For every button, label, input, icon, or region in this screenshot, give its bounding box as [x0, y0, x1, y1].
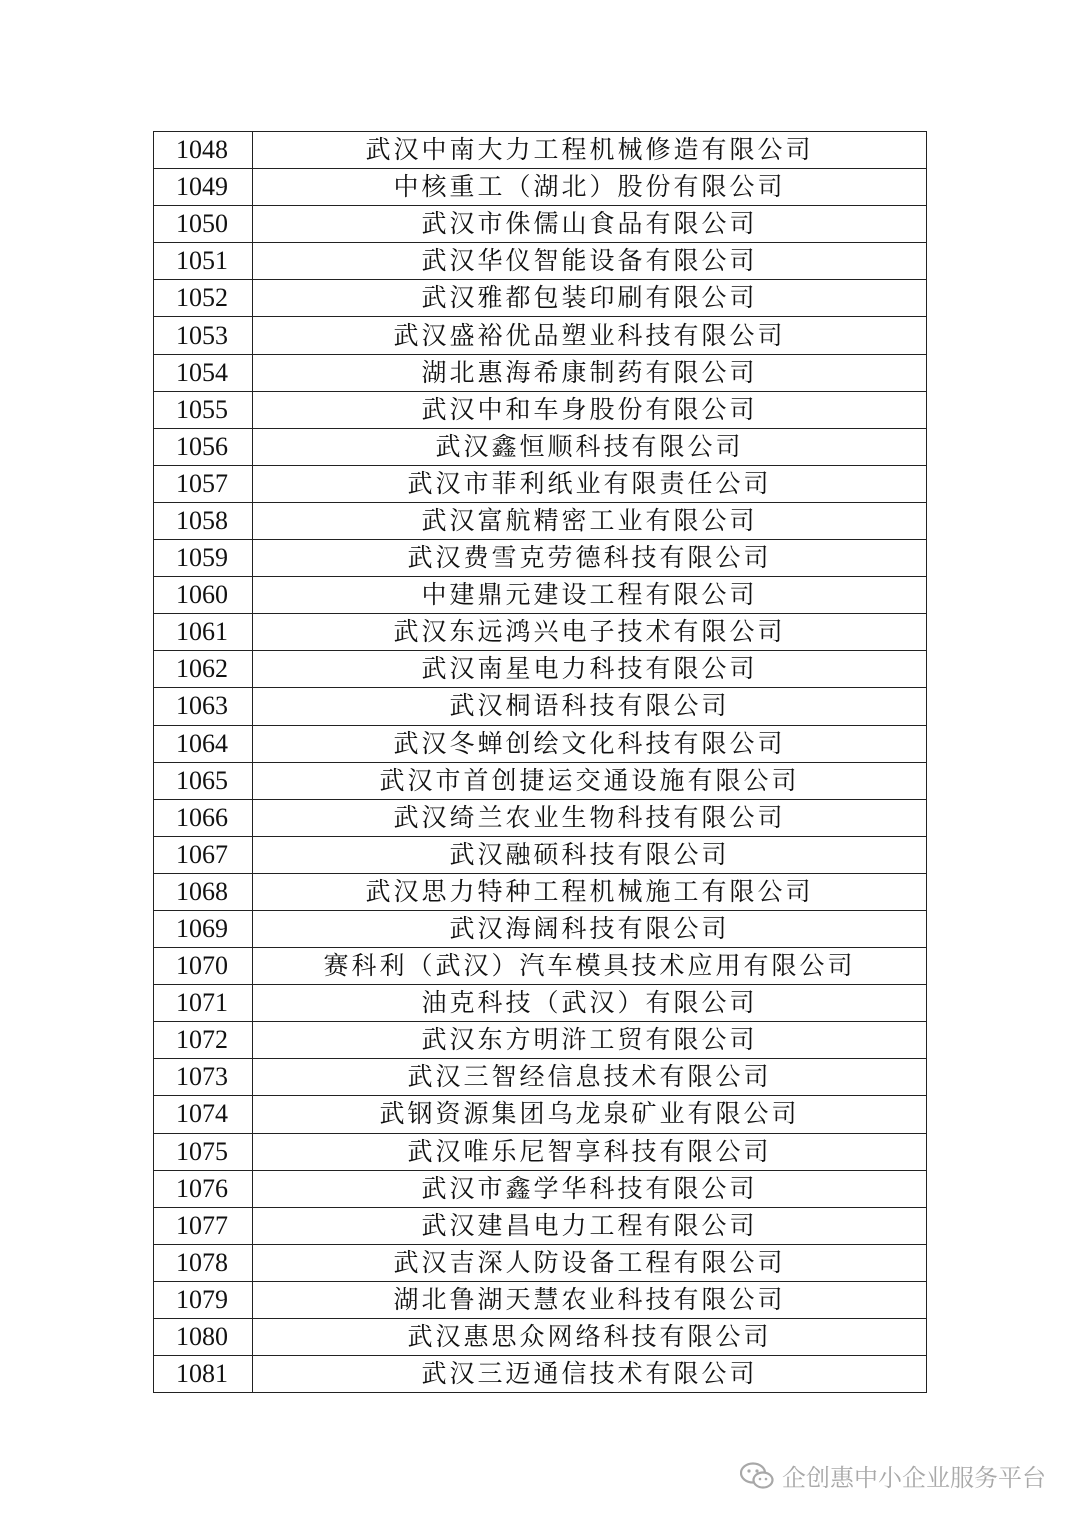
table-row — [154, 1207, 927, 1244]
table-row — [154, 985, 927, 1022]
company-name: 武汉东远鸿兴电子技术有限公司 — [253, 614, 927, 651]
watermark-text: 企创惠中小企业服务平台 — [782, 1464, 1046, 1492]
row-number: 1051 — [154, 243, 253, 280]
company-name: 武汉市菲利纸业有限责任公司 — [253, 465, 927, 502]
row-number: 1065 — [154, 762, 253, 799]
company-list-table — [153, 131, 927, 1393]
wechat-icon — [740, 1462, 774, 1490]
table-row — [154, 799, 927, 836]
row-number: 1059 — [154, 540, 253, 577]
company-name: 武钢资源集团乌龙泉矿业有限公司 — [253, 1096, 927, 1133]
row-number: 1076 — [154, 1170, 253, 1207]
company-name: 武汉吉深人防设备工程有限公司 — [253, 1244, 927, 1281]
table-row — [154, 169, 927, 206]
row-number: 1049 — [154, 169, 253, 206]
company-name: 武汉中南大力工程机械修造有限公司 — [253, 132, 927, 169]
row-number: 1053 — [154, 317, 253, 354]
company-name: 武汉融硕科技有限公司 — [253, 836, 927, 873]
company-name: 油克科技（武汉）有限公司 — [253, 985, 927, 1022]
table-row — [154, 762, 927, 799]
row-number: 1063 — [154, 688, 253, 725]
company-name: 武汉建昌电力工程有限公司 — [253, 1207, 927, 1244]
table-row — [154, 1319, 927, 1356]
table-row — [154, 873, 927, 910]
company-name: 武汉东方明浒工贸有限公司 — [253, 1022, 927, 1059]
table-row — [154, 502, 927, 539]
company-name: 中核重工（湖北）股份有限公司 — [253, 169, 927, 206]
company-name: 武汉盛裕优品塑业科技有限公司 — [253, 317, 927, 354]
company-name: 武汉市鑫学华科技有限公司 — [253, 1170, 927, 1207]
row-number: 1057 — [154, 465, 253, 502]
table-row — [154, 1170, 927, 1207]
table-row — [154, 948, 927, 985]
company-name: 武汉三迈通信技术有限公司 — [253, 1356, 927, 1393]
table-row — [154, 206, 927, 243]
table-row — [154, 1356, 927, 1393]
table-row — [154, 688, 927, 725]
company-name: 武汉海阔科技有限公司 — [253, 910, 927, 947]
table-row — [154, 465, 927, 502]
company-name: 武汉费雪克劳德科技有限公司 — [253, 540, 927, 577]
table-row — [154, 428, 927, 465]
company-name: 湖北鲁湖天慧农业科技有限公司 — [253, 1281, 927, 1318]
company-name: 武汉鑫恒顺科技有限公司 — [253, 428, 927, 465]
table-row — [154, 243, 927, 280]
table-row — [154, 1281, 927, 1318]
table-row — [154, 910, 927, 947]
row-number: 1064 — [154, 725, 253, 762]
row-number: 1072 — [154, 1022, 253, 1059]
row-number: 1054 — [154, 354, 253, 391]
row-number: 1078 — [154, 1244, 253, 1281]
table-row — [154, 391, 927, 428]
company-name: 武汉南星电力科技有限公司 — [253, 651, 927, 688]
table-row — [154, 1096, 927, 1133]
row-number: 1052 — [154, 280, 253, 317]
company-name: 赛科利（武汉）汽车模具技术应用有限公司 — [253, 948, 927, 985]
row-number: 1081 — [154, 1356, 253, 1393]
watermark — [740, 1458, 1046, 1493]
table-body — [154, 132, 927, 1393]
company-name: 武汉冬蝉创绘文化科技有限公司 — [253, 725, 927, 762]
row-number: 1050 — [154, 206, 253, 243]
row-number: 1056 — [154, 428, 253, 465]
company-name: 武汉富航精密工业有限公司 — [253, 502, 927, 539]
row-number: 1061 — [154, 614, 253, 651]
row-number: 1066 — [154, 799, 253, 836]
company-name: 武汉华仪智能设备有限公司 — [253, 243, 927, 280]
company-name: 武汉思力特种工程机械施工有限公司 — [253, 873, 927, 910]
row-number: 1075 — [154, 1133, 253, 1170]
table-row — [154, 614, 927, 651]
table-row — [154, 836, 927, 873]
company-name: 武汉绮兰农业生物科技有限公司 — [253, 799, 927, 836]
company-name: 武汉桐语科技有限公司 — [253, 688, 927, 725]
company-name: 湖北惠海希康制药有限公司 — [253, 354, 927, 391]
company-name: 武汉唯乐尼智享科技有限公司 — [253, 1133, 927, 1170]
table-row — [154, 132, 927, 169]
row-number: 1073 — [154, 1059, 253, 1096]
row-number: 1055 — [154, 391, 253, 428]
table-row — [154, 317, 927, 354]
table-row — [154, 280, 927, 317]
row-number: 1062 — [154, 651, 253, 688]
table-row — [154, 354, 927, 391]
table-row — [154, 540, 927, 577]
row-number: 1048 — [154, 132, 253, 169]
company-name: 武汉雅都包装印刷有限公司 — [253, 280, 927, 317]
company-name: 武汉三智经信息技术有限公司 — [253, 1059, 927, 1096]
company-name: 武汉市侏儒山食品有限公司 — [253, 206, 927, 243]
row-number: 1080 — [154, 1319, 253, 1356]
row-number: 1070 — [154, 948, 253, 985]
row-number: 1069 — [154, 910, 253, 947]
table-row — [154, 1133, 927, 1170]
row-number: 1060 — [154, 577, 253, 614]
table-row — [154, 1244, 927, 1281]
company-name: 中建鼎元建设工程有限公司 — [253, 577, 927, 614]
company-name: 武汉中和车身股份有限公司 — [253, 391, 927, 428]
row-number: 1071 — [154, 985, 253, 1022]
table-row — [154, 725, 927, 762]
table-row — [154, 1059, 927, 1096]
row-number: 1067 — [154, 836, 253, 873]
row-number: 1074 — [154, 1096, 253, 1133]
company-name: 武汉惠思众网络科技有限公司 — [253, 1319, 927, 1356]
row-number: 1077 — [154, 1207, 253, 1244]
row-number: 1079 — [154, 1281, 253, 1318]
row-number: 1058 — [154, 502, 253, 539]
row-number: 1068 — [154, 873, 253, 910]
table-row — [154, 651, 927, 688]
company-name: 武汉市首创捷运交通设施有限公司 — [253, 762, 927, 799]
table-row — [154, 577, 927, 614]
table-row — [154, 1022, 927, 1059]
